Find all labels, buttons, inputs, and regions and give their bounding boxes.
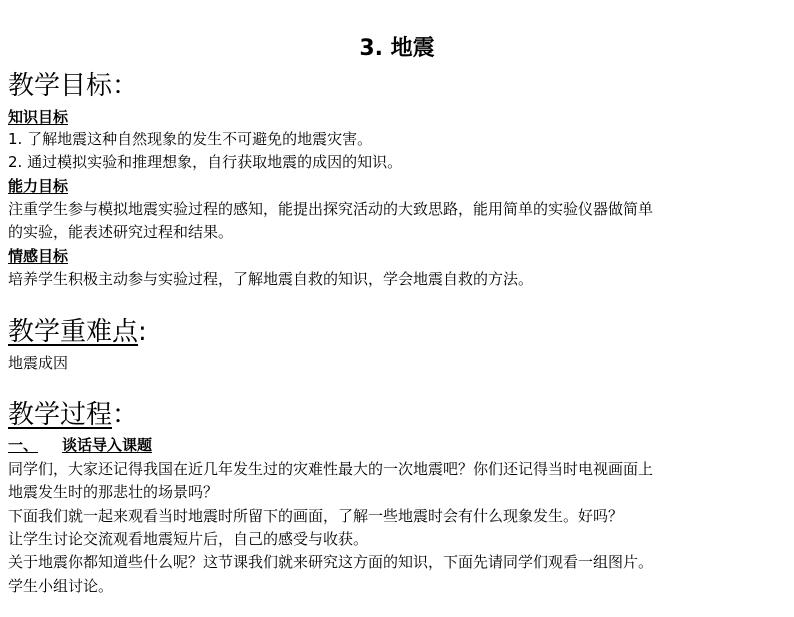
- key-points-text: 地震成因: [8, 354, 69, 372]
- ability-objective-text-line-2: 的实验，能表述研究过程和结果。: [8, 223, 234, 241]
- process-paragraph-4: 让学生讨论交流观看地震短片后，自己的感受与收获。: [8, 530, 369, 548]
- objectives-heading: [8, 70, 138, 102]
- knowledge-item-2: 2. 通过模拟实验和推理想象，自行获取地震的成因的知识。: [8, 153, 403, 171]
- process-heading-colon: ：: [112, 400, 139, 430]
- process-heading: [8, 399, 138, 431]
- process-paragraph-2: 地震发生时的那悲壮的场景吗？: [8, 483, 219, 501]
- objectives-heading-colon: ：: [112, 71, 139, 101]
- emotion-objective-text: 培养学生积极主动参与实验过程，了解地震自救的知识，学会地震自救的方法。: [8, 270, 534, 288]
- key-points-heading: [8, 316, 147, 348]
- process-step-1-number: 一、: [8, 436, 39, 454]
- key-points-heading-colon: :: [138, 317, 147, 347]
- ability-objective-text-line-1: 注重学生参与模拟地震实验过程的感知，能提出探究活动的大致思路，能用简单的实验仪器做简单: [8, 200, 654, 218]
- key-points-heading-text: 教学重难点: [8, 317, 139, 347]
- process-paragraph-6: 学生小组讨论。: [8, 577, 114, 595]
- objectives-heading-text: 教学目标: [8, 71, 113, 101]
- process-paragraph-5: 关于地震你都知道些什么呢？这节课我们就来研究这方面的知识，下面先请同学们观看一组图片。: [8, 553, 654, 571]
- ability-objective-label: 能力目标: [8, 177, 69, 195]
- process-step-1-heading: [8, 435, 152, 455]
- knowledge-objective-label: 知识目标: [8, 108, 69, 126]
- process-paragraph-3: 下面我们就一起来观看当时地震时所留下的画面，了解一些地震时会有什么现象发生。好吗？: [8, 507, 624, 525]
- knowledge-item-1: 1. 了解地震这种自然现象的发生不可避免的地震灾害。: [8, 130, 373, 148]
- process-paragraph-1: 同学们，大家还记得我国在近几年发生过的灾难性最大的一次地震吧？你们还记得当时电视画面上: [8, 460, 654, 478]
- emotion-objective-label: 情感目标: [8, 247, 69, 265]
- process-heading-text: 教学过程: [8, 400, 113, 430]
- page-title: 3. 地震: [359, 36, 435, 61]
- process-step-1-label: 谈话导入课题: [62, 436, 153, 454]
